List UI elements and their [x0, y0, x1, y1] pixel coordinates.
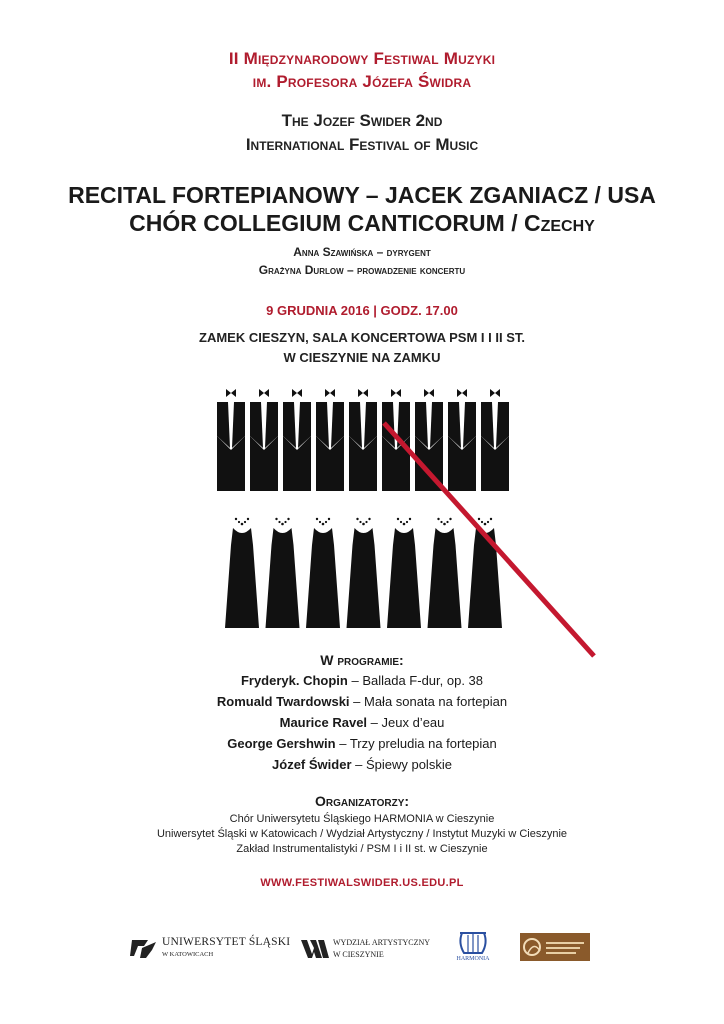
us-logo-icon: [128, 934, 158, 964]
male-singer: [250, 389, 278, 491]
male-singer: [448, 389, 476, 491]
program-composer: Fryderyk. Chopin: [240, 673, 348, 688]
harmonia-logo-text: HARMONIA: [456, 956, 490, 962]
festival-website-link[interactable]: WWW.FESTIWALSWIDER.US.EDU.PL: [260, 877, 464, 889]
event-place-line1: ZAMEK CIESZYN, SALA KONCERTOWA PSM I I II ST.: [199, 330, 525, 345]
male-singer: [481, 389, 509, 491]
male-singer: [316, 389, 344, 491]
program-heading: W programie:: [320, 652, 404, 668]
festival-title-line2: im. Profesora Józefa Świdra: [252, 72, 472, 91]
female-singer: [266, 518, 300, 628]
wa-logo-icon: [300, 934, 330, 964]
female-singer: [387, 518, 421, 628]
program-composer: George Gershwin: [227, 736, 336, 751]
logo-uniwersytet-slaski: [128, 934, 291, 964]
harmonia-lyre-icon: [452, 929, 494, 957]
program-item: [0, 670, 724, 691]
program-composer: Józef Świder: [272, 757, 352, 772]
female-singers-group: [225, 518, 502, 628]
program-item: [0, 754, 724, 775]
male-singers-group: [217, 389, 509, 491]
organizer-line-3: Zakład Instrumentalistyki / PSM I i II st. w Cieszynie: [236, 843, 488, 855]
program-item: [0, 691, 724, 712]
festival-title-line1: II Międzynarodowy Festiwal Muzyki: [228, 49, 496, 68]
male-singer: [217, 389, 245, 491]
program-work: – Jeux d’eau: [367, 715, 445, 730]
organizer-line-1: Chór Uniwersytetu Śląskiego HARMONIA w Cieszynie: [229, 813, 495, 825]
logo-wydzial-artystyczny: [300, 934, 430, 964]
female-singer: [347, 518, 381, 628]
program-work: – Trzy preludia na fortepian: [335, 736, 497, 751]
us-logo-sub: W KATOWICACH: [162, 951, 214, 958]
female-singer: [225, 518, 259, 628]
program-work: – Mała sonata na fortepian: [349, 694, 508, 709]
conductor-line: Anna Szawińska – dyrygent: [293, 245, 431, 259]
wa-logo-name: WYDZIAŁ ARTYSTYCZNY: [333, 938, 431, 947]
host-line: Grażyna Durlow – prowadzenie koncertu: [258, 263, 466, 277]
recital-line1: RECITAL FORTEPIANOWY – JACEK ZGANIACZ / USA: [68, 182, 656, 208]
psm-logo-icon: [520, 933, 590, 961]
program-work: – Ballada F-dur, op. 38: [347, 673, 484, 688]
male-singer: [283, 389, 311, 491]
organizers-heading: Organizatorzy:: [314, 793, 410, 809]
wa-logo-sub: W CIESZYNIE: [333, 950, 384, 959]
recital-line2: CHÓR COLLEGIUM CANTICORUM / Czechy: [129, 210, 595, 236]
english-title-line2: International Festival of Music: [245, 135, 479, 154]
male-singer: [349, 389, 377, 491]
event-date: 9 GRUDNIA 2016 | GODZ. 17.00: [266, 303, 458, 318]
event-place-line2: W CIESZYNIE NA ZAMKU: [283, 350, 441, 365]
program-item: [0, 712, 724, 733]
english-title-line1: The Jozef Swider 2nd: [281, 111, 443, 130]
program-composer: Romuald Twardowski: [216, 694, 350, 709]
logo-psm-cieszyn: [520, 933, 590, 961]
program-item: [0, 733, 724, 754]
program-composer: Maurice Ravel: [279, 715, 368, 730]
organizer-line-2: Uniwersytet Śląski w Katowicach / Wydział Artystyczny / Instytut Muzyki w Cieszynie: [156, 828, 568, 840]
female-singer: [428, 518, 462, 628]
us-logo-name: UNIWERSYTET ŚLĄSKI: [162, 936, 291, 948]
program-work: – Śpiewy polskie: [351, 757, 452, 772]
female-singer: [306, 518, 340, 628]
logo-harmonia: [452, 929, 494, 963]
